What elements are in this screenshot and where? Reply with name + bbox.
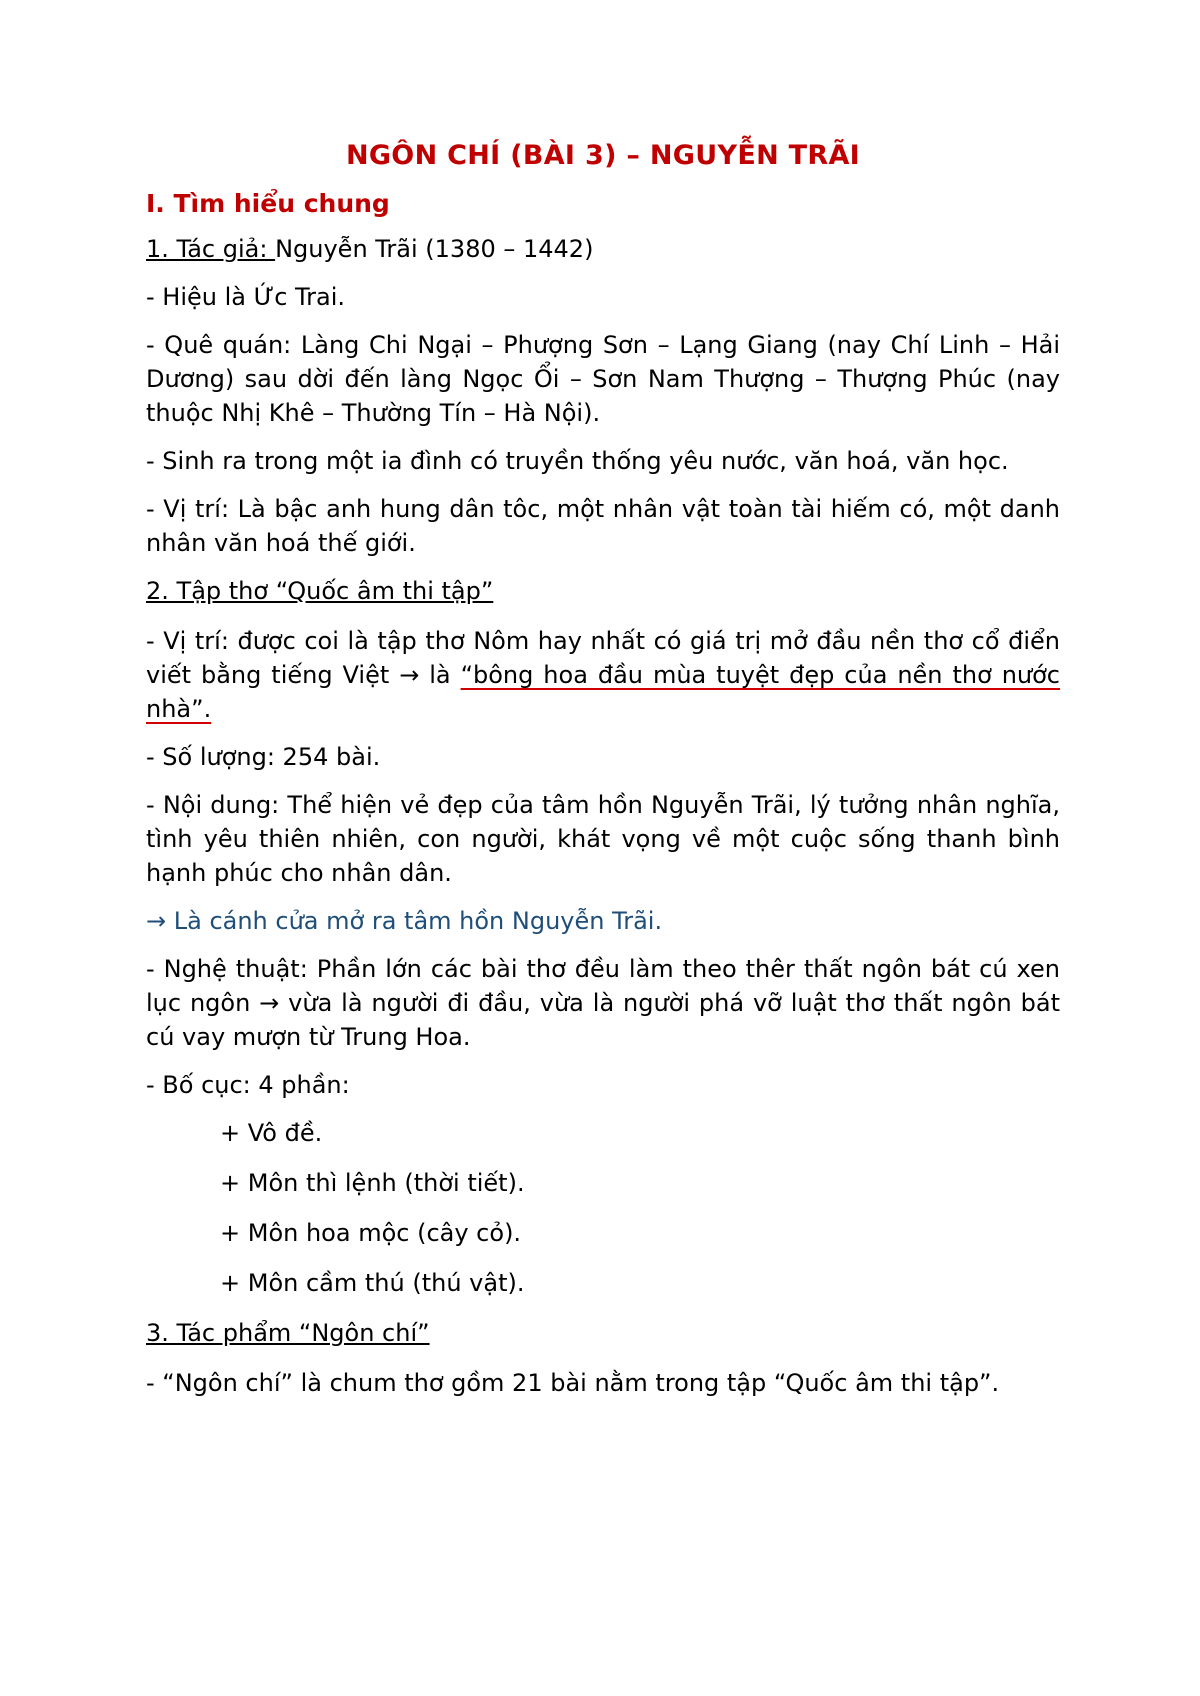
structure-item: + Vô đề. — [220, 1119, 323, 1147]
author-hometown: - Quê quán: Làng Chi Ngại – Phượng Sơn – Lạng Giang (nay Chí Linh – Hải Dương) sau dời đến làng Ngọc Ổi – Sơn Nam Thượng – Thượng Phúc (nay thuộc Nhị Khê – Thường Tín – Hà Nội). — [146, 331, 1060, 427]
author-family: - Sinh ra trong một ia đình có truyền thống yêu nước, văn hoá, văn học. — [146, 447, 1009, 475]
collection-art: - Nghệ thuật: Phần lớn các bài thơ đều làm theo thêr thất ngôn bát cú xen lục ngôn → vừa là người đi đầu, vừa là người phá vỡ luật thơ thất ngôn bát cú vay mượn từ Trung Hoa. — [146, 955, 1060, 1051]
author-position: - Vị trí: Là bậc anh hung dân tôc, một nhân vật toàn tài hiếm có, một danh nhân văn hoá thế giới. — [146, 495, 1060, 557]
collection-position-quote: “bông hoa đầu mùa tuyệt đẹp của nền thơ nước nhà”. — [146, 661, 1061, 723]
structure-item: + Môn cầm thú (thú vật). — [220, 1269, 525, 1297]
author-line — [146, 232, 1060, 266]
collection-conclusion: → Là cánh cửa mở ra tâm hồn Nguyễn Trãi. — [146, 907, 663, 935]
collection-position — [146, 624, 1060, 726]
author-alias: - Hiệu là Ức Trai. — [146, 283, 346, 311]
structure-item: + Môn thì lệnh (thời tiết). — [220, 1169, 525, 1197]
collection-structure-label: - Bố cục: 4 phần: — [146, 1071, 350, 1099]
collection-heading: 2. Tập thơ “Quốc âm thi tập” — [146, 577, 494, 605]
author-value: Nguyễn Trãi (1380 – 1442) — [275, 235, 594, 263]
author-label: 1. Tác giả: — [146, 235, 276, 263]
section-heading-general: I. Tìm hiểu chung — [146, 189, 390, 218]
work-heading: 3. Tác phẩm “Ngôn chí” — [146, 1319, 430, 1347]
page-title: NGÔN CHÍ (BÀI 3) – NGUYỄN TRÃI — [345, 140, 861, 171]
work-intro: - “Ngôn chí” là chum thơ gồm 21 bài nằm trong tập “Quốc âm thi tập”. — [146, 1369, 1000, 1397]
collection-content: - Nội dung: Thể hiện vẻ đẹp của tâm hồn Nguyễn Trãi, lý tưởng nhân nghĩa, tình yêu thiên nhiên, con người, khát vọng về một cuộc sống thanh bình hạnh phúc cho nhân dân. — [146, 791, 1060, 887]
collection-position-text: - Vị trí: được coi là tập thơ Nôm hay nhất có giá trị mở đầu nền thơ cổ điển viết bằng tiếng Việt → là — [146, 627, 1060, 689]
collection-quantity: - Số lượng: 254 bài. — [146, 743, 381, 771]
structure-item: + Môn hoa mộc (cây cỏ). — [220, 1219, 522, 1247]
